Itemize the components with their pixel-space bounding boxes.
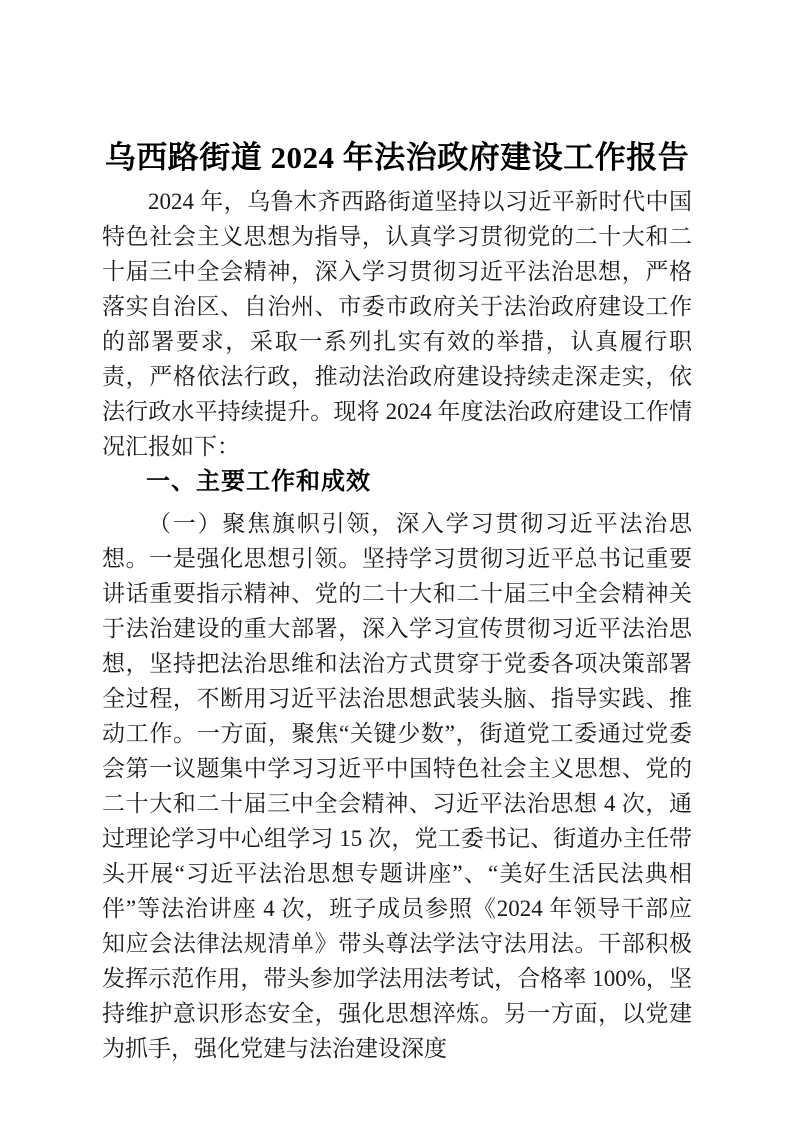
section-one-paragraph: （一）聚焦旗帜引领，深入学习贯彻习近平法治思想。一是强化思想引领。坚持学习贯彻习近平总书记重要讲话重要指示精神、党的二十大和二十届三中全会精神关于法治建设的重大部署，深入学习宣传贯彻习近平法治思想，坚持把法治思维和法治方式贯穿于党委各项决策部署全过程，不断用习近平法治思想武装头脑、指导实践、推动工作。一方面，聚焦“关键少数”，街道党工委通过党委会第一议题集中学习习近平中国特色社会主义思想、党的二十大和二十届三中全会精神、习近平法治思想 4 次，通过理论学习中心组学习 15 次，党工委书记、街道办主任带头开展“习近平法治思想专题讲座”、“美好生活民法典相伴”等法治讲座 4 次，班子成员参照《2024 年领导干部应知应会法律法规清单》带头尊法学法守法用法。干部积极发挥示范作用，带头参加学法用法考试，合格率 100%，坚持维护意识形态安全，强化思想淬炼。另一方面，以党建为抓手，强化党建与法治建设深度 (102, 511, 692, 1061)
document-title (102, 138, 692, 178)
intro-paragraph: 2024 年，乌鲁木齐西路街道坚持以习近平新时代中国特色社会主义思想为指导，认真学习贯彻党的二十大和二十届三中全会精神，深入学习贯彻习近平法治思想，严格落实自治区、自治州、市委市政府关于法治政府建设工作的部署要求，采取一系列扎实有效的举措，认真履行职责，严格依法行政，推动法治政府建设持续走深走实，依法行政水平持续提升。现将 2024 年度法治政府建设工作情况汇报如下： (102, 189, 692, 459)
section-heading-main-work: 一、主要工作和成效 (146, 468, 371, 495)
document-title-text: 乌西路街道 2024 年法治政府建设工作报告 (104, 140, 690, 175)
